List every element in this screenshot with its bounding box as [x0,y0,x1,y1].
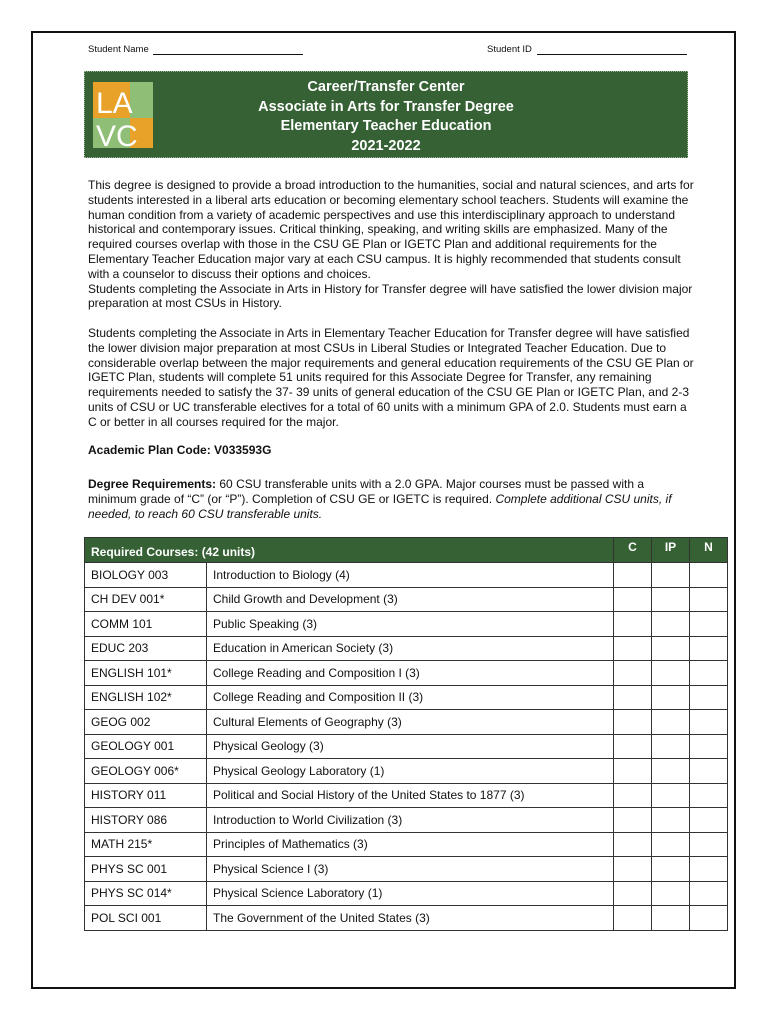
checkbox-needed[interactable] [690,832,728,857]
checkbox-needed[interactable] [690,661,728,686]
degree-requirements-text: 60 CSU transferable units with a 2.0 GPA. Major courses must be passed with a minimum grade of “C” (or “P”). Completion of CSU GE or IGETC is required. [88,477,645,506]
checkbox-needed[interactable] [690,857,728,882]
banner-line-center: Career/Transfer Center [307,79,465,95]
checkbox-completed[interactable] [614,661,652,686]
table-row [85,832,728,857]
checkbox-completed[interactable] [614,636,652,661]
course-code: COMM 101 [85,612,207,637]
checkbox-completed[interactable] [614,783,652,808]
column-completed: C [614,538,652,563]
intro-overlap-text: Students completing the Associate in Arts in Elementary Teacher Education for Transfer degree will have satisfied the lower division major preparation at most CSUs in Liberal Studies or Integrated Teacher Education. Due to considerable overlap between the major requirements and general education requirements of the CSU GE Plan or IGETC Plan, students will complete 51 units required for this Associate Degree for Transfer, any remaining requirements needed to satisfy the 37- 39 units of general education of the CSU GE Plan or IGETC Plan, and 2-3 units of CSU or UC transferable electives for a total of 60 units with a minimum GPA of 2.0. Students must earn a C or better in all courses required for the major. [88,326,694,429]
course-title: Cultural Elements of Geography (3) [207,710,614,735]
checkbox-completed[interactable] [614,857,652,882]
checkbox-needed[interactable] [690,636,728,661]
student-id-field[interactable] [487,44,687,55]
checkbox-completed[interactable] [614,734,652,759]
banner-line-year: 2021-2022 [351,137,421,154]
intro-history-note: Students completing the Associate in Arts in History for Transfer degree will have satisfied the lower division major preparation at most CSUs in History. [88,281,693,311]
table-row [85,636,728,661]
checkbox-in-progress[interactable] [652,734,690,759]
course-title: Physical Geology Laboratory (1) [207,759,614,784]
course-code: MATH 215* [85,832,207,857]
table-row [85,906,728,931]
course-title: Child Growth and Development (3) [207,587,614,612]
required-courses-table [84,537,728,931]
course-code: POL SCI 001 [85,906,207,931]
checkbox-needed[interactable] [690,710,728,735]
column-needed: N [690,538,728,563]
column-in-progress: IP [652,538,690,563]
logo-text-top: LA [96,87,133,120]
checkbox-in-progress[interactable] [652,661,690,686]
student-id-line[interactable] [537,45,687,55]
academic-plan-code: Academic Plan Code: V033593G [88,443,272,457]
checkbox-in-progress[interactable] [652,636,690,661]
course-title: Physical Science Laboratory (1) [207,881,614,906]
course-code: ENGLISH 101* [85,661,207,686]
course-code: BIOLOGY 003 [85,563,207,588]
banner-line-degree: Associate in Arts for Transfer Degree [258,98,514,115]
table-row [85,759,728,784]
course-code: EDUC 203 [85,636,207,661]
banner-title [84,78,688,156]
checkbox-needed[interactable] [690,612,728,637]
checkbox-needed[interactable] [690,808,728,833]
checkbox-in-progress[interactable] [652,685,690,710]
logo-text-bottom: VC [96,120,138,149]
course-title: Introduction to Biology (4) [207,563,614,588]
table-row [85,587,728,612]
table-row [85,783,728,808]
checkbox-completed[interactable] [614,612,652,637]
course-code: GEOG 002 [85,710,207,735]
course-code: CH DEV 001* [85,587,207,612]
table-row [85,661,728,686]
checkbox-in-progress[interactable] [652,587,690,612]
checkbox-needed[interactable] [690,906,728,931]
student-id-label: Student ID [487,44,532,55]
table-row [85,881,728,906]
intro-paragraph-2 [88,326,698,430]
course-title: Public Speaking (3) [207,612,614,637]
checkbox-in-progress[interactable] [652,710,690,735]
course-code: PHYS SC 001 [85,857,207,882]
degree-requirements-note: Complete additional CSU units, if needed, to reach 60 CSU transferable units. [88,492,672,521]
student-name-label: Student Name [88,44,149,55]
course-code: PHYS SC 014* [85,881,207,906]
checkbox-in-progress[interactable] [652,563,690,588]
checkbox-needed[interactable] [690,587,728,612]
checkbox-needed[interactable] [690,783,728,808]
table-row [85,857,728,882]
checkbox-completed[interactable] [614,710,652,735]
table-row [85,563,728,588]
checkbox-completed[interactable] [614,587,652,612]
course-title: Introduction to World Civilization (3) [207,808,614,833]
course-title: College Reading and Composition I (3) [207,661,614,686]
checkbox-completed[interactable] [614,808,652,833]
course-code: ENGLISH 102* [85,685,207,710]
checkbox-in-progress[interactable] [652,612,690,637]
checkbox-in-progress[interactable] [652,832,690,857]
checkbox-needed[interactable] [690,685,728,710]
course-code: HISTORY 011 [85,783,207,808]
required-courses-heading: Required Courses: (42 units) [85,538,614,563]
checkbox-needed[interactable] [690,881,728,906]
table-row [85,808,728,833]
course-title: Physical Geology (3) [207,734,614,759]
checkbox-completed[interactable] [614,759,652,784]
table-row [85,734,728,759]
course-title: Political and Social History of the United States to 1877 (3) [207,783,614,808]
course-title: Principles of Mathematics (3) [207,832,614,857]
checkbox-completed[interactable] [614,832,652,857]
checkbox-in-progress[interactable] [652,857,690,882]
course-title: The Government of the United States (3) [207,906,614,931]
degree-requirements-label: Degree Requirements: [88,477,217,491]
checkbox-needed[interactable] [690,563,728,588]
course-title: Education in American Society (3) [207,636,614,661]
checkbox-in-progress[interactable] [652,881,690,906]
table-row [85,710,728,735]
checkbox-in-progress[interactable] [652,808,690,833]
checkbox-completed[interactable] [614,685,652,710]
checkbox-needed[interactable] [690,734,728,759]
checkbox-in-progress[interactable] [652,783,690,808]
course-code: GEOLOGY 001 [85,734,207,759]
checkbox-in-progress[interactable] [652,906,690,931]
checkbox-needed[interactable] [690,759,728,784]
student-name-line[interactable] [153,45,303,55]
intro-text: This degree is designed to provide a broad introduction to the humanities, social and natural sciences, and arts for students interested in a liberal arts education or becoming elementary school teachers. Students will examine the human condition from a variety of academic perspectives and use this interdisciplinary approach to understand historical and contemporary issues. Critical thinking, speaking, and writing skills are emphasized. Many of the required courses overlap with those in the CSU GE Plan or IGETC Plan and additional requirements for the Elementary Teacher Education major vary at each CSU campus. It is highly recommended that students consult with a counselor to discuss their options and choices. [88,178,694,281]
degree-requirements [88,477,688,522]
checkbox-in-progress[interactable] [652,759,690,784]
checkbox-completed[interactable] [614,563,652,588]
student-name-field[interactable] [88,44,303,55]
checkbox-completed[interactable] [614,881,652,906]
table-row [85,685,728,710]
course-code: GEOLOGY 006* [85,759,207,784]
intro-paragraph-1 [88,178,698,311]
checkbox-completed[interactable] [614,906,652,931]
course-title: Physical Science I (3) [207,857,614,882]
course-title: College Reading and Composition II (3) [207,685,614,710]
table-row [85,612,728,637]
course-code: HISTORY 086 [85,808,207,833]
banner-line-program: Elementary Teacher Education [280,118,492,134]
table-header-row [85,538,728,563]
